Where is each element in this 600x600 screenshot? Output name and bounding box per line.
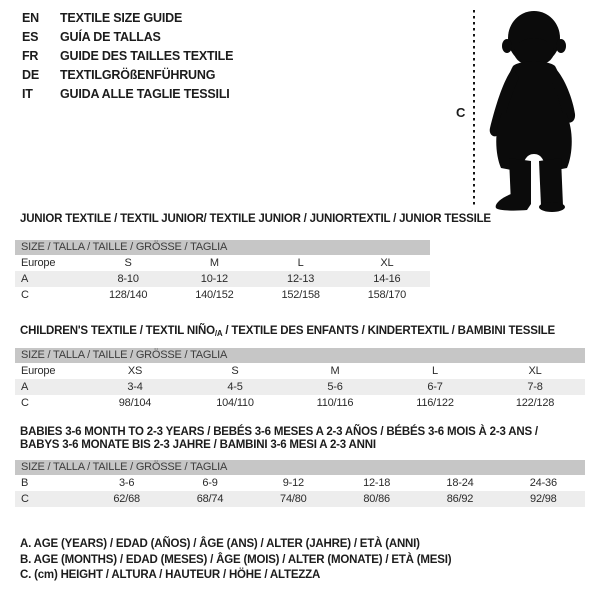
months-cell: 3-6 [119, 477, 135, 489]
age-cell: 4-5 [227, 381, 243, 393]
row-label: C [21, 397, 29, 409]
height-cell: 128/140 [108, 289, 148, 301]
lang-label: TEXTILGRÖßENFÜHRUNG [60, 67, 216, 82]
height-cell: 104/110 [216, 397, 254, 409]
lang-label: GUIDE DES TAILLES TEXTILE [60, 48, 234, 63]
height-cell: 110/116 [316, 397, 354, 409]
table-row-europe [15, 255, 430, 271]
row-label: C [21, 493, 29, 505]
height-cell: 158/170 [367, 289, 407, 301]
babies-size-table [15, 460, 585, 507]
table-row-age [15, 271, 430, 287]
height-cell: 116/122 [416, 397, 454, 409]
lang-code: EN [22, 10, 39, 25]
size-cell: L [432, 365, 438, 377]
junior-textile-section [15, 213, 491, 303]
childrens-textile-section [15, 325, 585, 411]
lang-code: FR [22, 48, 39, 63]
lang-label: GUIDA ALLE TAGLIE TESSILI [60, 86, 230, 101]
note-height-cm: C. (cm) HEIGHT / ALTURA / HAUTEUR / HÖHE / ALTEZZA [20, 569, 321, 581]
height-cell: 62/68 [113, 493, 140, 505]
lang-row-en [22, 8, 233, 27]
height-cell: 152/158 [281, 289, 320, 301]
height-cell: 122/128 [515, 397, 555, 409]
junior-table-title: JUNIOR TEXTILE / TEXTIL JUNIOR/ TEXTILE JUNIOR / JUNIORTEXTIL / JUNIOR TESSILE [20, 213, 491, 225]
size-cell: M [209, 257, 219, 269]
height-cell: 98/104 [118, 397, 152, 409]
lang-row-it [22, 84, 233, 103]
babies-table-title [20, 426, 585, 452]
lang-label: GUÍA DE TALLAS [60, 29, 161, 44]
legend-notes [20, 537, 451, 584]
size-header: SIZE / TALLA / TAILLE / GRÖSSE / TAGLIA [15, 348, 585, 363]
childrens-table-title [20, 325, 585, 340]
age-cell: 12-13 [287, 273, 315, 285]
age-cell: 3-4 [127, 381, 143, 393]
height-cell: 68/74 [196, 493, 224, 505]
lang-label: TEXTILE SIZE GUIDE [60, 10, 183, 25]
row-label: C [21, 289, 29, 301]
baby-silhouette-icon [487, 8, 595, 213]
row-label: B [21, 477, 29, 489]
lang-code: ES [22, 29, 39, 44]
size-cell: XS [127, 365, 143, 377]
table-row-age [15, 379, 585, 395]
row-label: A [21, 381, 29, 393]
table-row-months [15, 475, 585, 491]
lang-row-de [22, 65, 233, 84]
row-label: Europe [21, 257, 56, 269]
height-cell: 74/80 [280, 493, 307, 505]
height-cell: 80/86 [363, 493, 390, 505]
age-cell: 6-7 [427, 381, 443, 393]
junior-size-table [15, 240, 430, 303]
months-cell: 9-12 [282, 477, 304, 489]
age-cell: 7-8 [527, 381, 543, 393]
table-row-height [15, 491, 585, 507]
age-cell: 5-6 [327, 381, 343, 393]
note-age-months: B. AGE (MONTHS) / EDAD (MESES) / ÂGE (MOIS) / ALTER (MONATE) / ETÀ (MESI) [20, 553, 452, 566]
months-cell: 18-24 [446, 477, 474, 489]
height-dotted-line [473, 10, 475, 207]
size-cell: S [231, 365, 239, 377]
size-cell: S [124, 257, 132, 269]
size-cell: XL [380, 257, 394, 269]
title-part: / TEXTILE DES ENFANTS / KINDERTEXTIL / BAMBINI TESSILE [222, 325, 555, 337]
months-cell: 6-9 [202, 477, 218, 489]
months-cell: 24-36 [529, 477, 557, 489]
height-cell: 92/98 [530, 493, 557, 505]
row-label: A [21, 273, 29, 285]
babies-textile-section [15, 426, 585, 507]
age-cell: 14-16 [373, 273, 401, 285]
title-part: CHILDREN'S TEXTILE / TEXTIL NIÑO [20, 325, 215, 337]
childrens-size-table [15, 348, 585, 411]
measure-label-c: C [456, 105, 466, 120]
size-cell: XL [528, 365, 542, 377]
size-header: SIZE / TALLA / TAILLE / GRÖSSE / TAGLIA [15, 240, 430, 255]
lang-row-fr [22, 46, 233, 65]
language-list [22, 8, 233, 103]
height-cell: 86/92 [446, 493, 474, 505]
size-cell: M [330, 365, 340, 377]
table-row-height [15, 395, 585, 411]
age-cell: 10-12 [200, 273, 228, 285]
note-age-years: A. AGE (YEARS) / EDAD (AÑOS) / ÂGE (ANS) / ALTER (JAHRE) / ETÀ (ANNI) [20, 538, 420, 550]
table-row-europe [15, 363, 585, 379]
row-label: Europe [21, 365, 56, 377]
lang-code: IT [22, 86, 33, 101]
lang-row-es [22, 27, 233, 46]
height-cell: 140/152 [195, 289, 234, 301]
babies-title-line1: BABIES 3-6 MONTH TO 2-3 YEARS / BEBÉS 3-6 MESES A 2-3 AÑOS / BÉBÉS 3-6 MOIS À 2-3 ANS / [20, 426, 538, 438]
age-cell: 8-10 [117, 273, 139, 285]
table-row-height [15, 287, 430, 303]
months-cell: 12-18 [363, 477, 391, 489]
lang-code: DE [22, 67, 39, 82]
title-subscript: /A [214, 329, 223, 338]
babies-title-line2: BABYS 3-6 MONATE BIS 2-3 JAHRE / BAMBINI 3-6 MESI A 2-3 ANNI [20, 439, 376, 451]
size-header: SIZE / TALLA / TAILLE / GRÖSSE / TAGLIA [15, 460, 585, 475]
size-cell: L [297, 257, 304, 269]
